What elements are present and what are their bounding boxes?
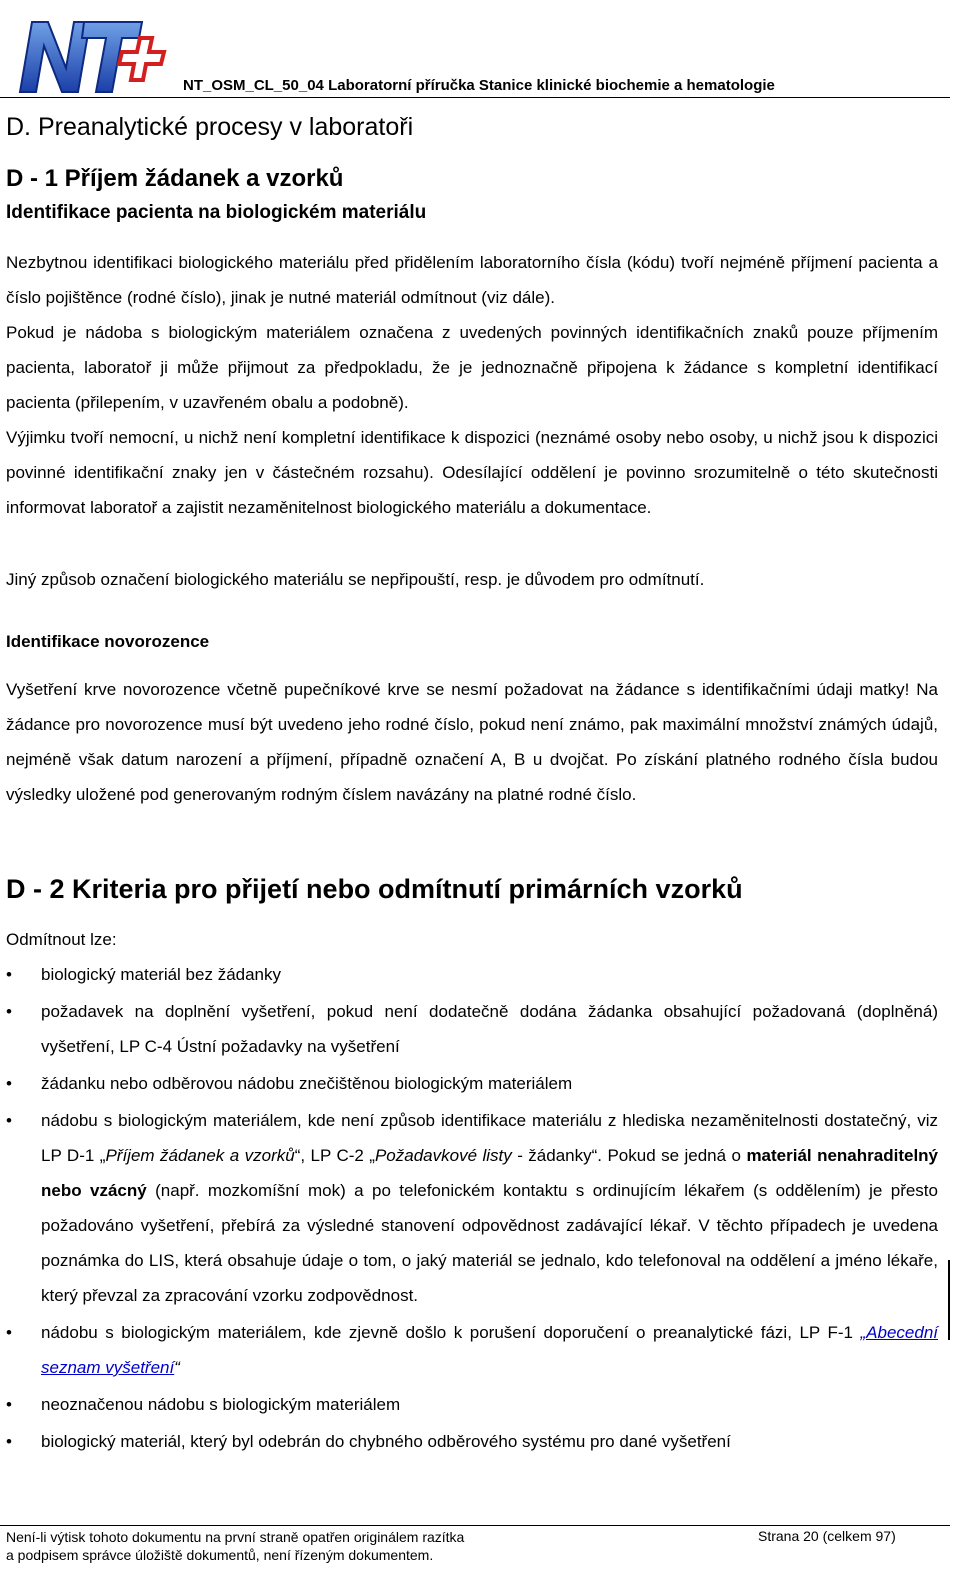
list-item: • požadavek na doplnění vyšetření, pokud není dodatečně dodána žádanka obsahující požadovaná (doplněná) vyšetření, LP C-4 Ústní požadavky na vyšetření <box>6 994 938 1064</box>
margin-change-bar <box>948 1260 950 1340</box>
reject-criteria-list <box>6 957 938 1461</box>
list-item: • nádobu s biologickým materiálem, kde zjevně došlo k porušení doporučení o preanalytické fázi, LP F-1 „Abecední seznam vyšetření“ <box>6 1315 938 1385</box>
list-item: • biologický materiál bez žádanky <box>6 957 938 992</box>
alphabetical-list-link[interactable]: „Abecední seznam vyšetření <box>41 1323 938 1377</box>
paragraph-other-marking: Jiný způsob označení biologického materiálu se nepřipouští, resp. je důvodem pro odmítnutí. <box>6 570 705 589</box>
section-title: D. Preanalytické procesy v laboratoři <box>6 113 414 141</box>
header-divider <box>0 97 950 98</box>
reject-intro: Odmítnout lze: <box>6 930 117 949</box>
paragraph-identification: Nezbytnou identifikaci biologického materiálu před přidělením laboratorního čísla (kódu) tvoří nejméně příjmení pacienta a číslo pojištěnce (rodné číslo), jinak je nutné materiál odmítnout (viz dále). <box>6 253 938 307</box>
newborn-subheading: Identifikace novorozence <box>6 632 210 651</box>
page-number: Strana 20 (celkem 97) <box>758 1528 896 1544</box>
list-item: • biologický materiál, který byl odebrán do chybného odběrového systému pro dané vyšetření <box>6 1424 938 1459</box>
document-id: NT_OSM_CL_50_04 Laboratorní příručka Stanice klinické biochemie a hematologie <box>183 77 775 94</box>
list-item: • neoznačenou nádobu s biologickým materiálem <box>6 1387 938 1422</box>
paragraph-surname-only: Pokud je nádoba s biologickým materiálem označena z uvedených povinných identifikačních znaků pouze příjmením pacienta, laboratoř ji může přijmout za předpokladu, že je jednoznačně připojena k žádance s kompletní identifikací pacienta (přilepením, v uzavřeném obalu a podobně). <box>6 323 938 412</box>
paragraph-exception: Výjimku tvoří nemocní, u nichž není kompletní identifikace k dispozici (neznámé osoby nebo osoby, u nichž jsou k dispozici povinné identifikační znaky jen v částečném rozsahu). Odesílající oddělení je povinno srozumitelně o této skutečnosti informovat laboratoř a zajistit nezaměnitelnost biologického materiálu a dokumentace. <box>6 428 938 517</box>
d1-heading: D - 1 Příjem žádanek a vzorků <box>6 165 344 192</box>
paragraph-newborn: Vyšetření krve novorozence včetně pupečníkové krve se nesmí požadovat na žádance s identifikačními údaji matky! Na žádance pro novorozence musí být uvedeno jeho rodné číslo, pokud není známo, pak maximální množství známých údajů, nejméně však datum narození a příjmení, případně označení A, B u dvojčat. Po získání platného rodného čísla budou výsledky uložené pod generovaným rodným číslem navázány na platné rodné číslo. <box>6 680 938 804</box>
footer-note: Není-li výtisk tohoto dokumentu na první straně opatřen originálem razítka a podpisem správce úložiště dokumentů, není řízeným dokumentem. <box>6 1529 465 1563</box>
list-item: • žádanku nebo odběrovou nádobu znečištěnou biologickým materiálem <box>6 1066 938 1101</box>
footer-divider <box>0 1525 950 1526</box>
hospital-logo <box>14 8 174 96</box>
list-item: • nádobu s biologickým materiálem, kde není způsob identifikace materiálu z hlediska nezaměnitelnosti dostatečný, viz LP D-1 „Příjem žádanek a vzorků“, LP C-2 „Požadavkové listy - žádanky“. Pokud se jedná o materiál nenahraditelný nebo vzácný (např. mozkomíšní mok) a po telefonickém kontaktu s ordinujícím lékařem (s oddělením) je přesto požadováno vyšetření, přebírá za výsledné stanovení odpovědnost zadávající lékař. V těchto případech je uvedena poznámka do LIS, která obsahuje údaje o tom, o jaký materiál se jednalo, kdo telefonoval na oddělení a jméno lékaře, který převzal za zpracování vzorku zodpovědnost. <box>6 1103 938 1313</box>
d2-heading: D - 2 Kriteria pro přijetí nebo odmítnutí primárních vzorků <box>6 874 743 904</box>
patient-id-subheading: Identifikace pacienta na biologickém materiálu <box>6 202 427 223</box>
